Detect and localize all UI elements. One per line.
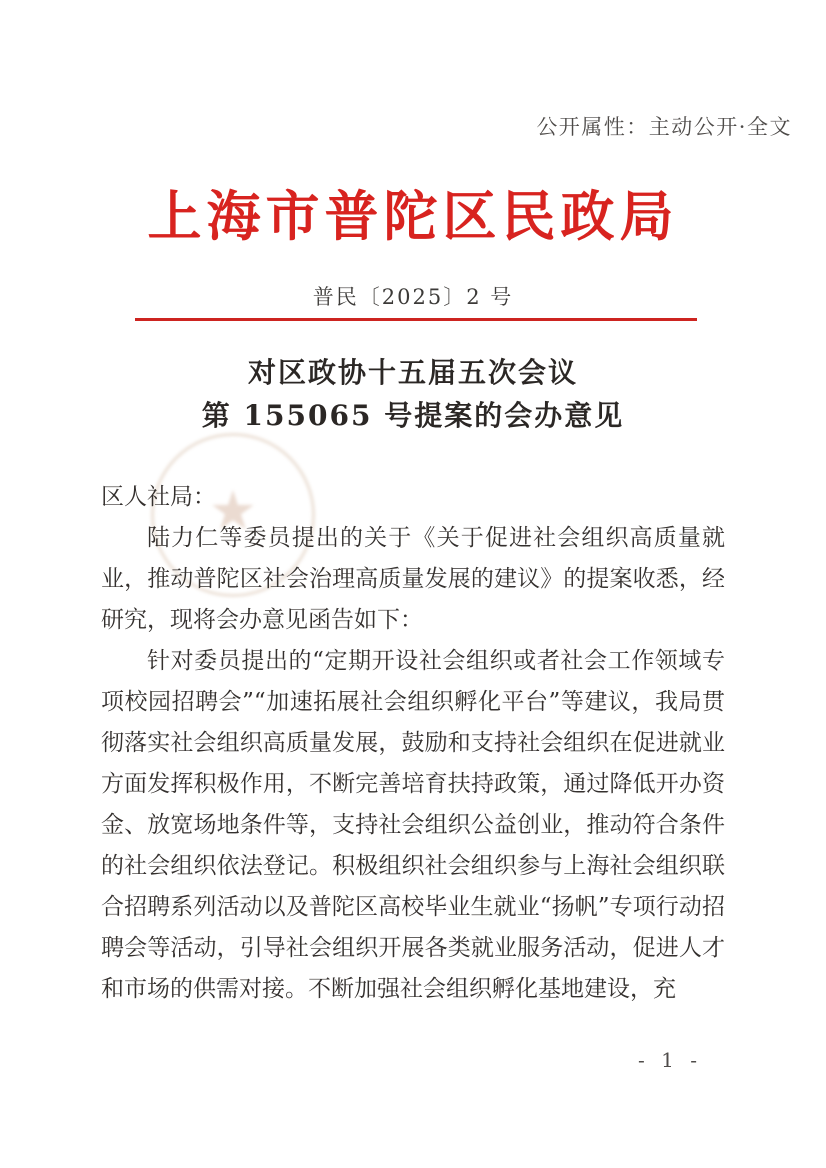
letterhead-divider (135, 318, 697, 321)
body-paragraph: 针对委员提出的“定期开设社会组织或者社会工作领域专项校园招聘会”“加速拓展社会组织孵化平台”等建议，我局贯彻落实社会组织高质量发展，鼓励和支持社会组织在促进就业方面发挥积极作用，不断完善培育扶持政策，通过降低开办资金、放宽场地条件等，支持社会组织公益创业，推动符合条件的社会组织依法登记。积极组织社会组织参与上海社会组织联合招聘系列活动以及普陀区高校毕业生就业“扬帆”专项行动招聘会等活动，引导社会组织开展各类就业服务活动，促进人才和市场的供需对接。不断加强社会组织孵化基地建设，充 (101, 648, 725, 1002)
disclosure-notice: 公开属性：主动公开·全文 (536, 115, 792, 139)
document-title (0, 351, 826, 437)
document-number: 普民〔2025〕2 号 (312, 285, 514, 309)
agency-letterhead-title: 上海市普陀区民政局 (147, 184, 679, 248)
document-title-line2: 第 155065 号提案的会办意见 (201, 399, 625, 432)
body-paragraph: 陆力仁等委员提出的关于《关于促进社会组织高质量就业，推动普陀区社会治理高质量发展的建议》的提案收悉，经研究，现将会办意见函告如下： (101, 525, 725, 633)
document-title-line1: 对区政协十五届五次会议 (247, 356, 578, 389)
star-icon: ★ (208, 479, 258, 542)
page-number: - 1 - (638, 1048, 702, 1072)
salutation: 区人社局： (101, 484, 216, 510)
letter-body (101, 477, 725, 1010)
